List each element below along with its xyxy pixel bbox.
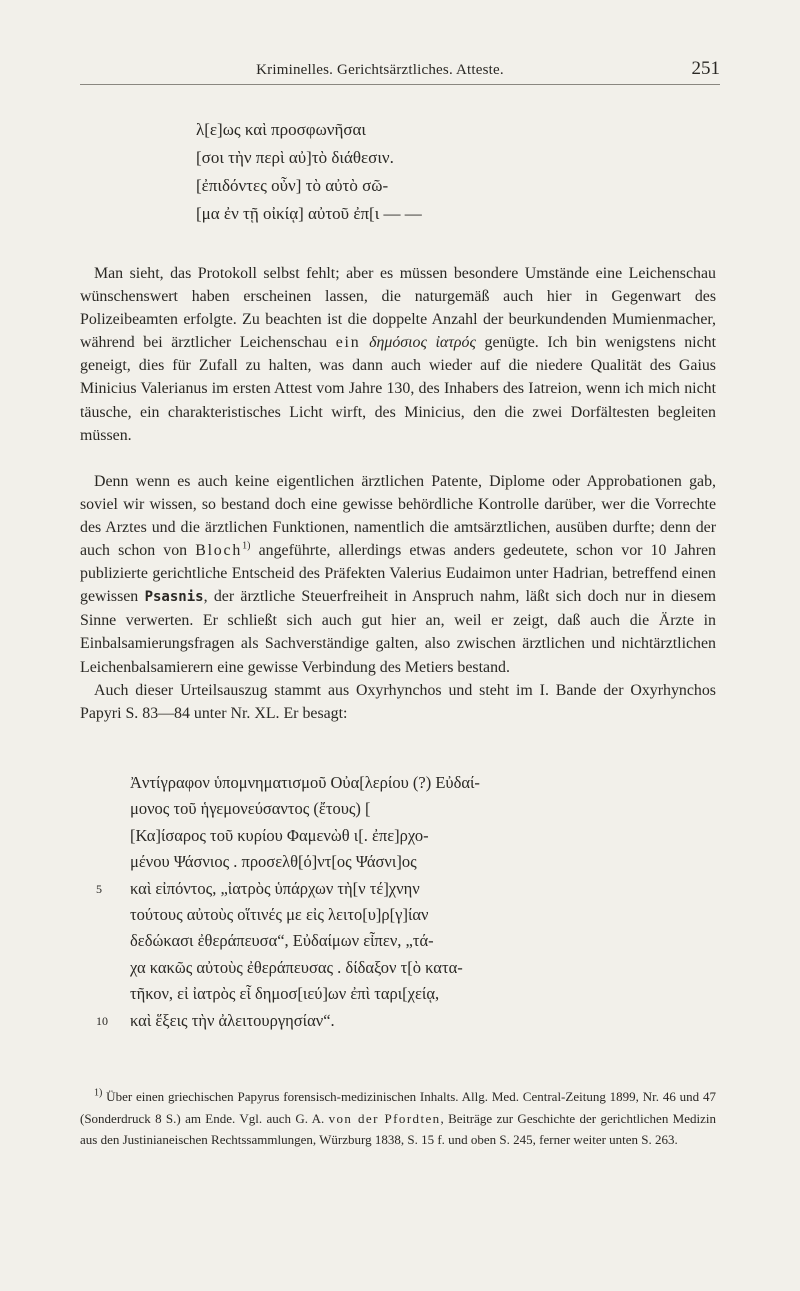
paragraph-2: Denn wenn es auch keine eigentlichen ärztlichen Patente, Diplome oder Approbationen gab, soviel wir wissen, so bestand doch eine gewisse behördliche Kontrolle darüber, wer die Vorrechte des Arztes und die ärztlichen Funktionen, namentlich die amtsärztlichen, ausüben durfte; denn der auch schon von Bloch$^{1)}$ angeführte, allerdings etwas anders gedeutete, schon vor 10 Jahren publizierte gerichtliche Entscheid des Präfekten Valerius Eudaimon unter Hadrian, betreffend einen gewissen Psasnis, der ärztliche Steuerfreiheit in Anspruch nahm, läßt sich doch nur in diesem Sinne verwerten. Er schließt sich auch gut hier an, weil er zeigt, daß auch die Ärzte in Einbalsamierungsfragen als Sachverständige galten, also zwischen ärztlichen und nichtärztlichen Leichenbalsamierern eine gewisse Verbindung des Metiers bestand. <box>80 472 717 676</box>
line-number: 5 <box>96 881 102 896</box>
greek-line: 10 καὶ ἕξεις τὴν ἀλειτουργησίαν“. <box>130 1008 730 1034</box>
running-title: Kriminelles. Gerichtsärztliches. Atteste. <box>256 62 504 78</box>
author-name-bloch: Bloch <box>195 542 243 560</box>
greek-line: τούτους αὐτοὺς οἵτινές με εἰς λειτο[υ]ρ[γ]ίαν <box>130 905 429 925</box>
greek-line: τῆκον, εἰ ἰατρὸς εἶ δημοσ[ιεύ]ων ἐπὶ ταρι[χείᾳ, <box>130 984 440 1004</box>
page-header <box>80 58 720 85</box>
greek-excerpt-1 <box>196 116 736 228</box>
footnote-1: $^{1)}$ Über einen griechischen Papyrus forensisch-medizinischen Inhalts. Allg. Med. Central-Zeitung 1899, Nr. 46 und 47 (Sonderdruck 8 S.) am Ende. Vgl. auch G. A. von der Pfordten, Beiträge zur Geschichte der gerichtlichen Medizin aus den Justinianeischen Rechtssammlungen, Würzburg 1838, S. 15 f. und oben S. 245, ferner weiter unten S. 263. <box>80 1087 716 1147</box>
paragraph-1: Man sieht, das Protokoll selbst fehlt; aber es müssen besondere Umstände eine Leichenschau wünschenswert haben erscheinen lassen, die naturgemäß auch hier in Gegenwart des Polizeibeamten erfolgte. Zu beachten ist die doppelte Anzahl der beurkundenden Mumienmacher, während bei ärztlicher Leichenschau ein δημόσιος ἰατρός genügte. Ich bin wenigstens nicht geneigt, dies für Zufall zu halten, was dann auch wieder auf die niedere Qualität des Gaius Minicius Valerianus im ersten Attest vom Jahre 130, des Inhabers des Iatreion, wenn ich mich nicht täusche, ein charakteristisches Licht wirft, des Minicius, den die zwei Dorfältesten begleiten müssen. <box>80 265 716 444</box>
greek-line: Ἀντίγραφον ὑπομνηματισμοῦ Οὐα[λερίου (?) Εὐδαί- <box>130 773 480 792</box>
greek-line: 5 καὶ εἰπόντος, „ἰατρὸς ὑπάρχων τὴ[ν τέ]χνην <box>130 876 730 902</box>
greek-line: λ[ε]ως καὶ προσφωνῆσαι <box>196 120 366 139</box>
greek-term: δημόσιος ἰατρός <box>369 334 476 352</box>
greek-line: [σοι τὴν περὶ αὐ]τὸ διάθεσιν. <box>196 148 394 167</box>
name-psasnis: Psasnis <box>144 589 204 606</box>
author-name-pfordten: von der Pfordten <box>328 1110 441 1126</box>
paragraph-3: Auch dieser Urteilsauszug stammt aus Oxyrhynchos und steht im I. Bande der Oxyrhynchos Papyri S. 83—84 unter Nr. XL. Er besagt: <box>80 681 716 722</box>
main-text <box>80 262 716 725</box>
page-number: 251 <box>691 58 720 79</box>
footnotes <box>80 1086 716 1151</box>
line-number: 10 <box>96 1013 108 1028</box>
greek-excerpt-2 <box>96 770 730 1034</box>
greek-line: μένου Ψάσνιος . προσελθ[ό]ντ[ος Ψάσνι]ος <box>130 852 417 872</box>
greek-line: δεδώκασι ἐθεράπευσα“, Εὐδαίμων εἶπεν, „τά- <box>130 931 434 951</box>
greek-line: μονος τοῦ ἡγεμονεύσαντος (ἔτους) [ <box>130 799 371 819</box>
greek-line: [μα ἐν τῇ οἰκίᾳ] αὐτοῦ ἐπ[ι — — <box>196 204 422 223</box>
footnote-reference: 1) <box>242 540 251 552</box>
footnote-marker: 1) <box>94 1087 103 1099</box>
greek-line: [Κα]ίσαρος τοῦ κυρίου Φαμενὼθ ι[. ἐπε]ρχο- <box>130 825 429 845</box>
greek-line: χα κακῶς αὐτοὺς ἐθεράπευσας . δίδαξον τ[ὸ κατα- <box>130 957 463 977</box>
greek-line: [ἐπιδόντες οὖν] τὸ αὐτὸ σῶ- <box>196 176 389 195</box>
spaced-word: ein <box>335 334 361 352</box>
